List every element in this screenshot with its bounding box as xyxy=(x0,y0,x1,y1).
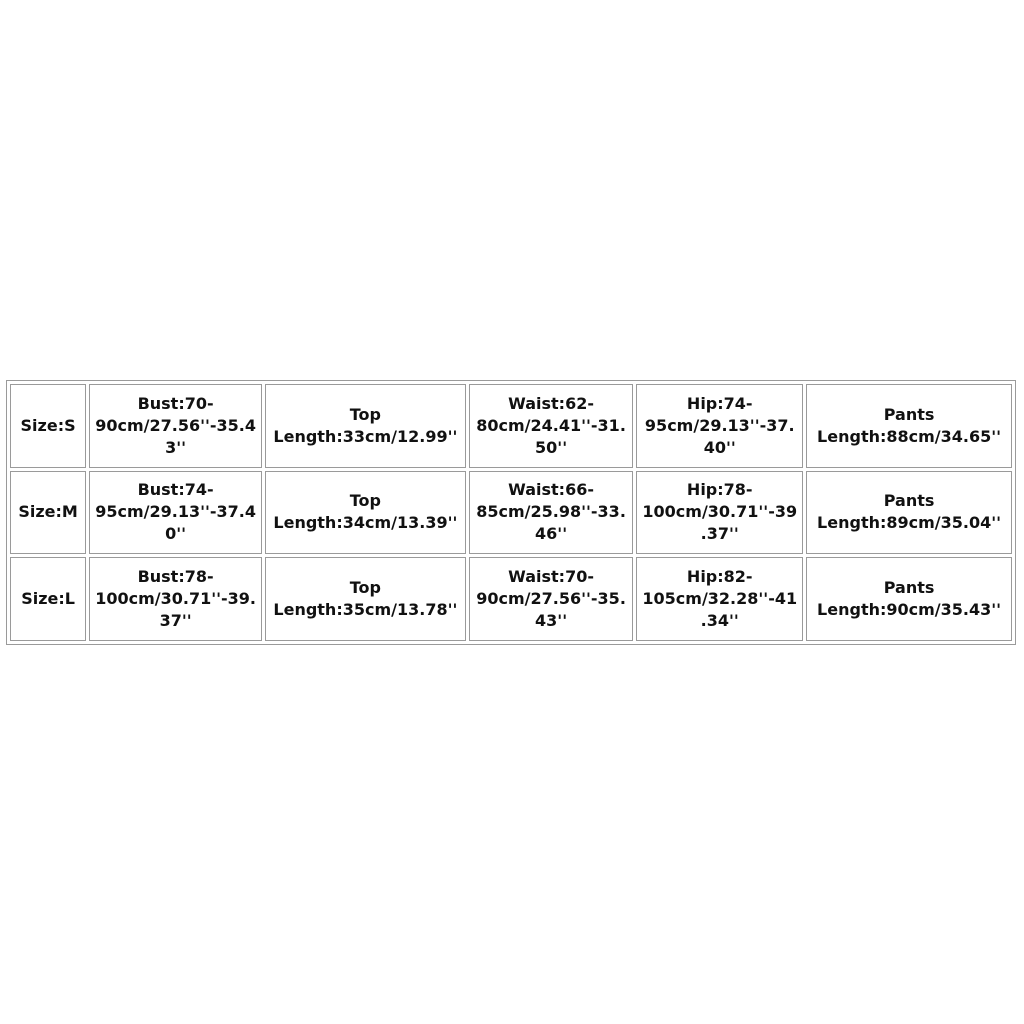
bust-cell: Bust:74-95cm/29.13''-37.40'' xyxy=(89,471,262,555)
bust-cell: Bust:70-90cm/27.56''-35.43'' xyxy=(89,384,262,468)
size-cell: Size:M xyxy=(10,471,86,555)
pants-length-cell: Pants Length:89cm/35.04'' xyxy=(806,471,1012,555)
pants-length-cell: Pants Length:90cm/35.43'' xyxy=(806,557,1012,641)
hip-cell: Hip:74-95cm/29.13''-37.40'' xyxy=(636,384,803,468)
bust-cell: Bust:78-100cm/30.71''-39.37'' xyxy=(89,557,262,641)
size-cell: Size:S xyxy=(10,384,86,468)
pants-length-cell: Pants Length:88cm/34.65'' xyxy=(806,384,1012,468)
top-length-cell: Top Length:35cm/13.78'' xyxy=(265,557,466,641)
table-row xyxy=(10,557,1012,641)
waist-cell: Waist:70-90cm/27.56''-35.43'' xyxy=(469,557,634,641)
top-length-cell: Top Length:34cm/13.39'' xyxy=(265,471,466,555)
table-row xyxy=(10,384,1012,468)
top-length-cell: Top Length:33cm/12.99'' xyxy=(265,384,466,468)
waist-cell: Waist:62-80cm/24.41''-31.50'' xyxy=(469,384,634,468)
hip-cell: Hip:78-100cm/30.71''-39.37'' xyxy=(636,471,803,555)
hip-cell: Hip:82-105cm/32.28''-41.34'' xyxy=(636,557,803,641)
size-cell: Size:L xyxy=(10,557,86,641)
table-row xyxy=(10,471,1012,555)
size-chart-table xyxy=(6,380,1016,645)
waist-cell: Waist:66-85cm/25.98''-33.46'' xyxy=(469,471,634,555)
